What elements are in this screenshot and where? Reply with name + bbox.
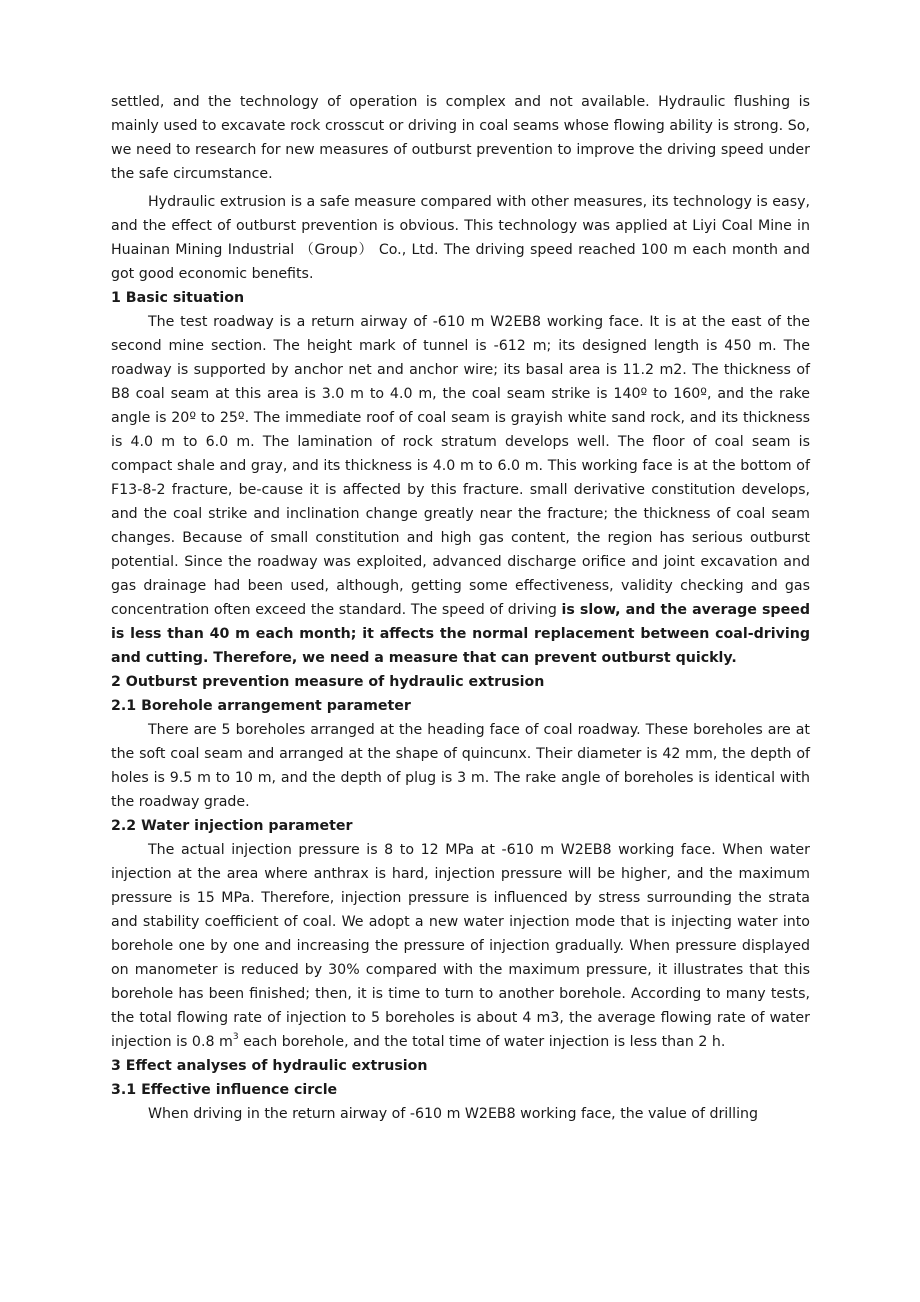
paragraph-hydraulic-extrusion: Hydraulic extrusion is a safe measure compared with other measures, its technology is easy, and the effect of outburst prevention is obvious. This technology was applied at Liyi Coal Mine in Huainan Mining Industrial （Group） Co., Ltd. The driving speed reached 100 m each month and got good economic benefits. bbox=[111, 194, 810, 282]
subsection-heading-2-2: 2.2 Water injection parameter bbox=[111, 818, 353, 834]
paragraph-text: The actual injection pressure is 8 to 12 MPa at -610 m W2EB8 working face. When water injection at the area where anthrax is hard, injection pressure will be higher, and the maximum pressure is 15 MPa. Therefore, injection pressure is influenced by stress surrounding the strata and stability coefficient of coal. We adopt a new water injection mode that is injecting water into borehole one by one and increasing the pressure of injection gradually. When pressure displayed on manometer is reduced by 30% compared with the maximum pressure, it illustrates that this borehole has been finished; then, it is time to turn to another borehole. According to many tests, the total flowing rate of injection to 5 boreholes is about 4 m3, the average flowing rate of water injection is 0.8 m bbox=[111, 842, 810, 1050]
subsection-heading-2-1: 2.1 Borehole arrangement parameter bbox=[111, 698, 411, 714]
paragraph-water-injection bbox=[111, 838, 810, 1054]
paragraph-basic-situation bbox=[111, 310, 810, 670]
subsection-heading-3-1: 3.1 Effective influence circle bbox=[111, 1082, 338, 1098]
paragraph-text-end: each borehole, and the total time of water injection is less than 2 h. bbox=[238, 1034, 726, 1050]
superscript: 3 bbox=[232, 1032, 239, 1043]
document-page bbox=[111, 90, 810, 1126]
paragraph-effective-circle: When driving in the return airway of -610 m W2EB8 working face, the value of drilling bbox=[148, 1106, 759, 1122]
paragraph-intro-continued: settled, and the technology of operation is complex and not available. Hydraulic flushing is mainly used to excavate rock crosscut or driving in coal seams whose flowing ability is strong. So, we need to research for new measures of outburst prevention to improve the driving speed under the safe circumstance. bbox=[111, 94, 810, 182]
paragraph-borehole-arrangement: There are 5 boreholes arranged at the heading face of coal roadway. These boreholes are at the soft coal seam and arranged at the shape of quincunx. Their diameter is 42 mm, the depth of holes is 9.5 m to 10 m, and the depth of plug is 3 m. The rake angle of boreholes is identical with the roadway grade. bbox=[111, 722, 810, 810]
section-heading-2: 2 Outburst prevention measure of hydraulic extrusion bbox=[111, 674, 545, 690]
section-heading-3: 3 Effect analyses of hydraulic extrusion bbox=[111, 1058, 428, 1074]
paragraph-text: The test roadway is a return airway of -610 m W2EB8 working face. It is at the east of the second mine section. The height mark of tunnel is -612 m; its designed length is 450 m. The roadway is supported by anchor net and anchor wire; its basal area is 11.2 m2. The thickness of B8 coal seam at this area is 3.0 m to 4.0 m, the coal seam strike is 140º to 160º, and the rake angle is 20º to 25º. The immediate roof of coal seam is grayish white sand rock, and its thickness is 4.0 m to 6.0 m. The lamination of rock stratum develops well. The floor of coal seam is compact shale and gray, and its thickness is 4.0 m to 6.0 m. This working face is at the bottom of F13-8-2 fracture, be-cause it is affected by this fracture. small derivative constitution develops, and the coal strike and inclination change greatly near the fracture; the thickness of coal seam changes. Because of small constitution and high gas content, the region has serious outburst potential. Since the roadway was exploited, advanced discharge orifice and joint excavation and gas drainage had been used, although, getting some effectiveness, validity checking and gas concentration often exceed the standard. The speed of driving bbox=[111, 314, 810, 618]
paragraph-bold-text: is slow, and the average speed is less than 40 m each month; it affects the normal replacement between coal-driving and cutting. Therefore, we need a measure that can prevent outburst quickly. bbox=[111, 602, 810, 666]
section-heading-1: 1 Basic situation bbox=[111, 290, 245, 306]
